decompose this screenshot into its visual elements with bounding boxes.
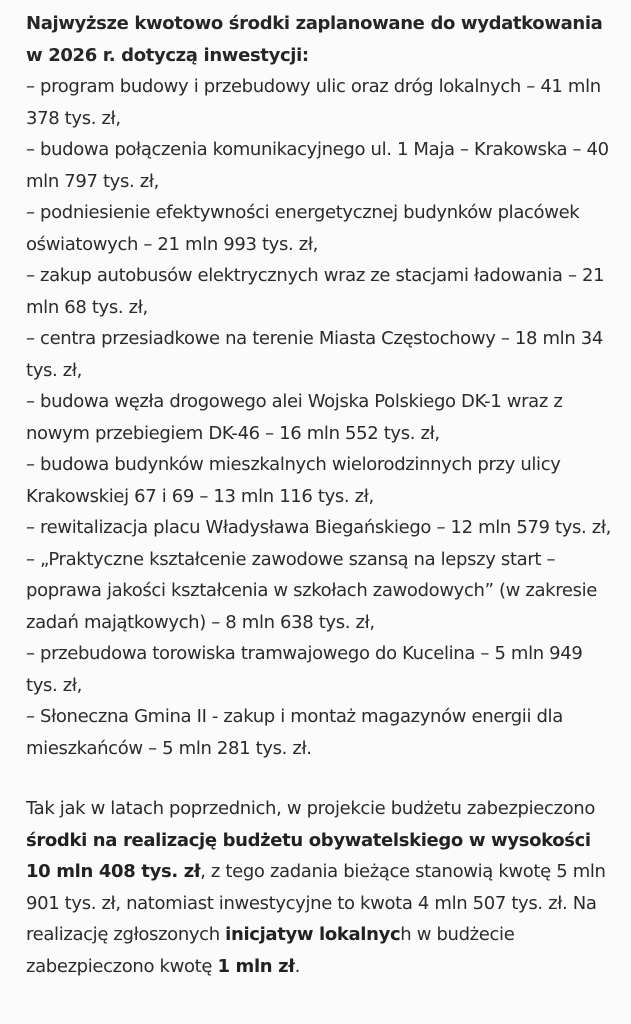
investment-item-transfer-hubs: – centra przesiadkowe na terenie Miasta Częstochowy – 18 mln 34 tys. zł,: [26, 328, 603, 381]
investment-item-square-revitalization: – rewitalizacja placu Władysława Biegańskiego – 12 mln 579 tys. zł,: [26, 517, 612, 538]
closing-paragraph: [26, 793, 613, 982]
closing-text-part: h w budżecie zabezpieczono kwotę: [26, 924, 515, 977]
section-heading: Najwyższe kwotowo środki zaplanowane do wydatkowania w 2026 r. dotyczą inwestycji:: [26, 13, 603, 66]
investment-item-tram-track: – przebudowa torowiska tramwajowego do Kucelina – 5 mln 949 tys. zł,: [26, 643, 583, 696]
closing-text-part: , z tego zadania bieżące stanowią kwotę 5 mln 901 tys. zł, natomiast inwestycyjne to kwota 4 mln 507 tys. zł. Na realizację zgłoszonych: [26, 861, 606, 945]
investment-item-roads: – program budowy i przebudowy ulic oraz dróg lokalnych – 41 mln 378 tys. zł,: [26, 76, 601, 129]
closing-text-part: Tak jak w latach poprzednich, w projekcie budżetu zabezpieczono: [26, 798, 596, 819]
investment-item-road-junction: – budowa węzła drogowego alei Wojska Polskiego DK-1 wraz z nowym przebiegiem DK-46 – 16 mln 552 tys. zł,: [26, 391, 563, 444]
investment-item-apartment-buildings: – budowa budynków mieszkalnych wielorodzinnych przy ulicy Krakowskiej 67 i 69 – 13 mln 116 tys. zł,: [26, 454, 561, 507]
investment-item-electric-buses: – zakup autobusów elektrycznych wraz ze stacjami ładowania – 21 mln 68 tys. zł,: [26, 265, 605, 318]
civic-budget-highlight: środki na realizację budżetu obywatelskiego w wysokości 10 mln 408 tys. zł: [26, 829, 591, 882]
investment-list: [26, 71, 613, 764]
amount-highlight: 1 mln zł: [217, 955, 295, 977]
investment-item-energy-storage: – Słoneczna Gmina II - zakup i montaż magazynów energii dla mieszkańców – 5 mln 281 tys. zł.: [26, 706, 563, 759]
investment-item-1-maja-krakowska: – budowa połączenia komunikacyjnego ul. 1 Maja – Krakowska – 40 mln 797 tys. zł,: [26, 139, 609, 192]
closing-text: [26, 793, 613, 982]
investment-item-school-energy: – podniesienie efektywności energetycznej budynków placówek oświatowych – 21 mln 993 tys. zł,: [26, 202, 580, 255]
investment-item-vocational-education: – „Praktyczne kształcenie zawodowe szansą na lepszy start – poprawa jakości kształcenia w szkołach zawodowych” (w zakresie zadań majątkowych) – 8 mln 638 tys. zł,: [26, 548, 597, 633]
closing-text-part: .: [294, 955, 300, 977]
local-initiatives-highlight: inicjatyw lokalnyc: [225, 924, 401, 945]
